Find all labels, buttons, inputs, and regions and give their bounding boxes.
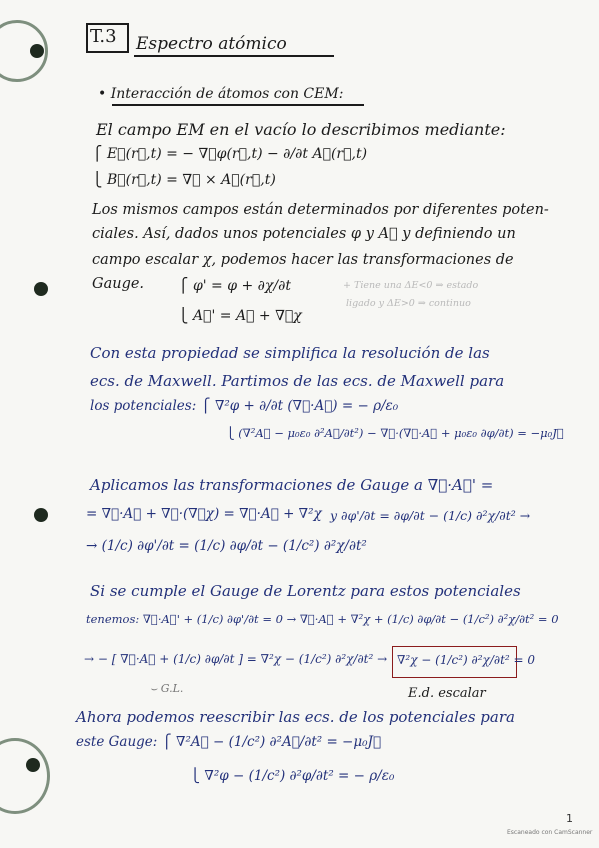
text-line: Con esta propiedad se simplifica la resolución de las <box>90 344 490 362</box>
text-line: Gauge. <box>92 276 145 292</box>
equation-line: = ∇⃗·A⃗ + ∇⃗·(∇⃗χ) = ∇⃗·A⃗ + ∇²χ <box>86 506 322 522</box>
text-line: El campo EM en el vacío lo describimos mediante: <box>96 120 506 139</box>
page-number: 1 <box>566 812 573 825</box>
equation-line: ⎩ ∇²φ − (1/c²) ∂²φ/∂t² = − ρ/ε₀ <box>190 768 395 784</box>
equation-line: tenemos: ∇⃗·A⃗' + (1/c) ∂φ'/∂t = 0 → ∇⃗·A⃗ + ∇²χ + (1/c) ∂φ/∂t − (1/c²) ∂²χ/∂t² = 0 <box>86 612 559 626</box>
equation-line: ⎧ φ' = φ + ∂χ/∂t <box>178 278 291 294</box>
text-line: Los mismos campos están determinados por diferentes poten- <box>92 202 549 218</box>
title-number: T.3 <box>90 26 117 47</box>
text-line: Si se cumple el Gauge de Lorentz para estos potenciales <box>90 582 521 600</box>
boxed-equation: ∇²χ − (1/c²) ∂²χ/∂t² = 0 <box>397 653 536 667</box>
equation-line: y ∂φ'/∂t = ∂φ/∂t − (1/c) ∂²χ/∂t² → <box>330 508 531 523</box>
title-text: Espectro atómico <box>136 34 287 54</box>
equation-line: este Gauge: ⎧ ∇²A⃗ − (1/c²) ∂²A⃗/∂t² = −μ₀J⃗ <box>76 734 382 750</box>
text-line: Ahora podemos reescribir las ecs. de los potenciales para <box>76 708 515 726</box>
equation-line: → − [ ∇⃗·A⃗ + (1/c) ∂φ/∂t ] = ∇²χ − (1/c²) ∂²χ/∂t² → <box>84 652 388 666</box>
equation-line: ⎧ E⃗(r⃗,t) = − ∇⃗φ(r⃗,t) − ∂/∂t A⃗(r⃗,t) <box>92 146 368 162</box>
scanner-watermark: Escaneado con CamScanner <box>507 829 593 836</box>
boxed-equation-label: E.d. escalar <box>408 686 486 701</box>
text-line: ciales. Así, dados unos potenciales φ y A⃗ y definiendo un <box>92 226 516 242</box>
gl-note: ⌣ G.L. <box>150 682 184 695</box>
binder-hole-top <box>30 44 44 58</box>
text-line: Aplicamos las transformaciones de Gauge a ∇⃗·A⃗' = <box>90 476 494 494</box>
text-line: ecs. de Maxwell. Partimos de las ecs. de Maxwell para <box>90 372 505 390</box>
faint-note-line: + Tiene una ΔE<0 ⇒ estado <box>343 280 479 291</box>
equation-line: → (1/c) ∂φ'/∂t = (1/c) ∂φ/∂t − (1/c²) ∂²χ/∂t² <box>86 538 367 554</box>
binder-hole-lower <box>34 508 48 522</box>
binder-hole-upper <box>34 282 48 296</box>
section-heading: • Interacción de átomos con CEM: <box>98 86 344 102</box>
binder-ring-bottom <box>0 738 50 814</box>
binder-hole-bottom <box>26 758 40 772</box>
section-underline <box>112 104 364 106</box>
title-underline <box>134 55 334 57</box>
equation-line: los potenciales: ⎧ ∇²φ + ∂/∂t (∇⃗·A⃗) = − ρ/ε₀ <box>90 398 399 414</box>
equation-line: ⎩ A⃗' = A⃗ + ∇⃗χ <box>178 308 302 324</box>
text-line: campo escalar χ, podemos hacer las transformaciones de <box>92 252 514 268</box>
equation-line: ⎩ (∇²A⃗ − μ₀ε₀ ∂²A⃗/∂t²) − ∇⃗·(∇⃗·A⃗ + μ₀ε₀ ∂φ/∂t) = −μ₀J⃗ <box>226 426 564 440</box>
equation-line: ⎩ B⃗(r⃗,t) = ∇⃗ × A⃗(r⃗,t) <box>92 172 276 188</box>
faint-note-line: ligado y ΔE>0 ⇒ continuo <box>346 298 471 309</box>
